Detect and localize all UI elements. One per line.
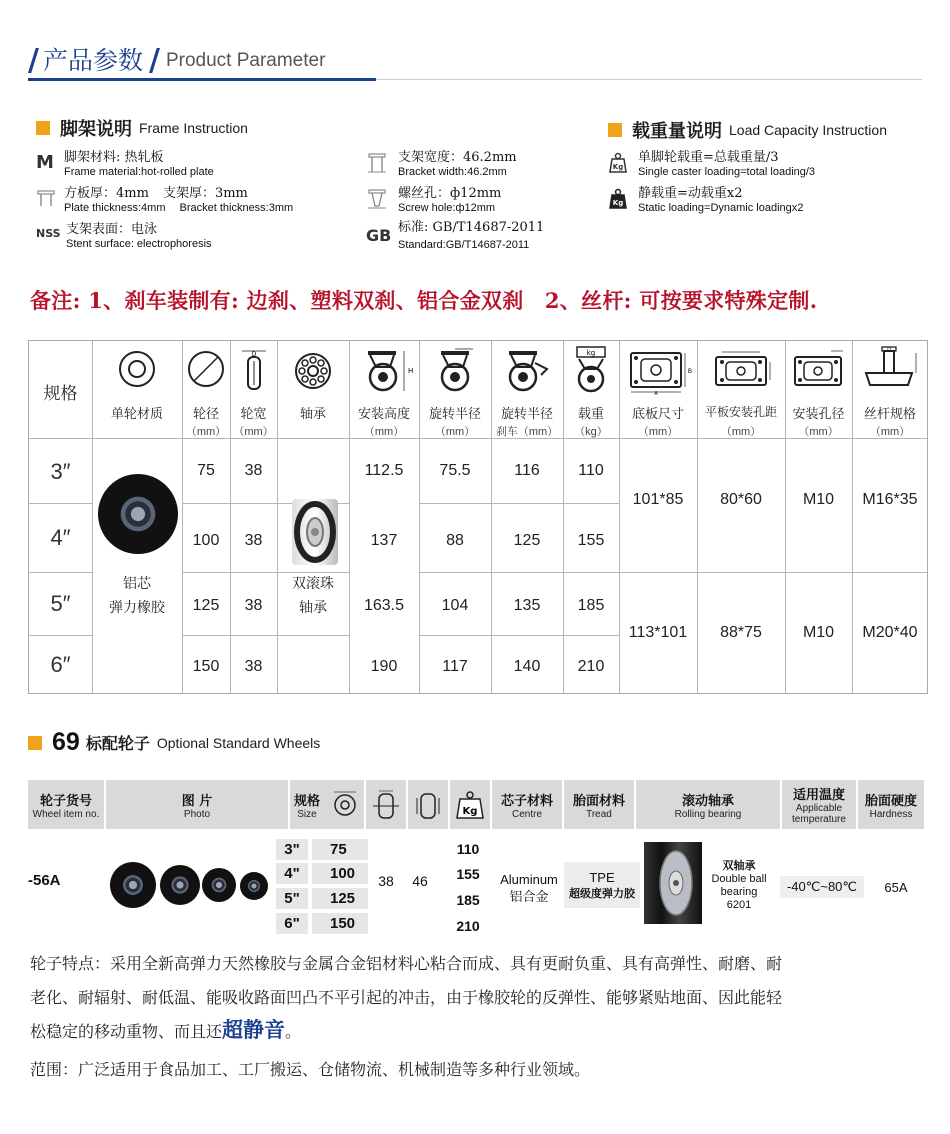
svg-text:Kg: Kg <box>462 805 478 817</box>
frame-spec-material <box>36 150 214 179</box>
caster-spec-table <box>28 340 928 694</box>
unit-mm: （mm） <box>363 426 405 438</box>
orange-square-icon <box>36 121 50 135</box>
diameter-value: 125 <box>192 597 220 614</box>
standard-title-cn: 标配轮子 <box>85 734 150 753</box>
svg-text:A: A <box>654 391 658 397</box>
header-underline <box>28 78 376 81</box>
header-diameter: 轮径 <box>192 406 219 421</box>
size-6: 6″ <box>50 652 71 677</box>
feature-line-1: 轮子特点：采用全新高弹力天然橡胶与金属合金铝材料心粘合而成、具有更耐负重、具有高弹性、耐磨、耐 <box>30 954 783 973</box>
brake-note: 备注: 1、刹车装制有: 边刹、塑料双刹、铝合金双刹 2、丝杆: 可按要求特殊定制. <box>30 288 818 313</box>
header-radius-brake: 旋转半径 <box>500 406 553 421</box>
height-value: 112.5 <box>364 462 404 479</box>
unit-mm: （mm） <box>233 426 274 438</box>
bearing-photo <box>292 499 338 565</box>
wheel-load: 185 <box>456 892 480 908</box>
bearing-icon <box>277 351 349 396</box>
header-plate: 底板尺寸 <box>631 406 684 421</box>
wheel-diameter: 125 <box>312 888 368 909</box>
hole-distance-icon <box>697 349 785 394</box>
diameter-value: 100 <box>192 532 220 549</box>
header-radius: 旋转半径 <box>428 406 481 421</box>
material-label: 铝芯 弹力橡胶 <box>109 575 165 615</box>
col-bracket-icon <box>408 780 448 829</box>
tread-material: TPE 超级度弹力胶 <box>564 862 640 908</box>
bracket-icon <box>366 150 398 178</box>
rubber-wheel-photo <box>98 474 178 554</box>
spec-en: Stent surface: electrophoresis <box>66 238 212 250</box>
frame-title-cn: 脚架说明 <box>60 119 132 140</box>
plate-size-icon <box>619 349 697 400</box>
scope-line: 范围：广泛适用于食品加工、工厂搬运、仓储物流、机械制造等多种行业领域。 <box>30 1060 591 1079</box>
spec-en: Plate thickness:4mm <box>64 202 166 214</box>
unit-mm: （mm） <box>637 426 679 438</box>
unit-mm: （mm） <box>185 426 227 438</box>
radius-value: 88 <box>446 532 464 549</box>
wheel-diameter: 75 <box>312 839 368 860</box>
feature-line-2: 老化、耐辐射、耐低温、能吸收路面凹凸不平引起的冲击，由于橡胶轮的反弹性、能够紧贴地面、因此能轻 <box>30 988 783 1007</box>
wheel-diameter: 100 <box>312 863 368 884</box>
width-value: 38 <box>244 532 263 549</box>
col-bearing: 滚动轴承 Rolling bearing <box>674 793 742 820</box>
wheel-load: 155 <box>456 866 480 882</box>
wheel-size: 4" <box>276 863 308 884</box>
col-tread: 胎面材料 Tread <box>572 793 625 820</box>
slash-mark: / <box>148 43 160 78</box>
svg-text:Kg: Kg <box>612 199 624 207</box>
header-width: 轮宽 <box>240 406 267 421</box>
width-value: 38 <box>244 658 263 675</box>
unit-mm: （mm） <box>869 426 911 438</box>
frame-title-en: Frame Instruction <box>139 120 248 136</box>
standard-title-en: Optional Standard Wheels <box>156 734 321 751</box>
radius-brake-value: 140 <box>513 658 541 675</box>
load-spec-static <box>608 186 803 215</box>
spec-cn: 支架厚：3mm <box>162 186 248 201</box>
col-temperature: 适用温度 Applicable temperature <box>792 788 846 825</box>
bearing-spec: 双轴承 Double ball bearing 6201 <box>711 860 767 911</box>
wheel-load: 210 <box>456 918 480 934</box>
radius-value: 117 <box>442 658 468 675</box>
load-value: 155 <box>577 532 605 549</box>
series-number: 69 <box>52 728 80 756</box>
spec-en: Bracket width:46.2mm <box>398 166 507 178</box>
nss-icon: NSS <box>36 227 61 240</box>
radius-brake-value: 125 <box>513 532 541 549</box>
header-size: 规格 <box>43 384 78 403</box>
frame-spec-screw <box>366 186 501 215</box>
height-value: 163.5 <box>363 597 405 614</box>
brake-radius-icon <box>491 347 563 400</box>
width-value: 38 <box>244 597 263 614</box>
wheel-load: 110 <box>456 841 480 857</box>
svg-text:Kg: Kg <box>612 163 624 171</box>
load-section-head <box>608 117 887 143</box>
svg-text:B: B <box>688 369 693 375</box>
wheel-photo-5 <box>160 865 200 905</box>
svg-text:D: D <box>251 351 256 358</box>
spec-cn: 方板厚：4mm <box>64 186 149 201</box>
width-icon <box>230 347 277 396</box>
size-4: 4″ <box>50 525 71 550</box>
hole-distance-value: 88*75 <box>720 624 762 641</box>
kg-weight-icon <box>608 150 638 178</box>
centre-material: Aluminum 铝合金 <box>500 872 558 904</box>
wheel-table-header <box>28 780 924 829</box>
load-value: 110 <box>578 462 604 479</box>
load-value: 185 <box>577 597 605 614</box>
diameter-value: 75 <box>197 462 215 479</box>
radius-brake-value: 135 <box>513 597 541 614</box>
col-photo: 图 片 Photo <box>181 793 213 820</box>
width-value: 38 <box>244 462 263 479</box>
wheel-photo-4 <box>202 868 236 902</box>
size-5: 5″ <box>50 591 71 616</box>
material-icon: M <box>36 152 54 173</box>
hole-distance-value: 80*60 <box>720 491 762 508</box>
orange-square-icon <box>28 736 42 750</box>
spec-cn: 螺丝孔：ф12mm <box>398 186 502 201</box>
spec-cn: 脚架材料: 热轧板 <box>64 150 164 165</box>
wheel-diameter: 150 <box>312 913 368 934</box>
col-centre: 芯子材料 Centre <box>500 793 553 820</box>
gb-icon: GB <box>366 226 392 245</box>
height-value: 137 <box>370 532 398 549</box>
frame-spec-width <box>366 150 517 179</box>
unit-kg: （kg） <box>574 426 608 438</box>
radius-brake-value: 116 <box>514 462 540 479</box>
header-bearing: 轴承 <box>299 406 326 421</box>
unit-mm: （mm） <box>720 426 762 438</box>
plate-size-value: 101*85 <box>632 491 684 508</box>
load-spec-single <box>608 150 815 179</box>
spec-en: Standard:GB/T14687-2011 <box>398 239 530 251</box>
standard-wheels-head <box>28 728 320 757</box>
screw-value: M16*35 <box>862 491 918 508</box>
diameter-icon <box>182 349 230 394</box>
bracket-width: 46 <box>412 873 428 889</box>
header-material: 单轮材质 <box>110 406 163 421</box>
col-size: 规格 Size <box>293 793 320 820</box>
unit-mm: 刹车（mm） <box>495 426 559 438</box>
load-title-en: Load Capacity Instruction <box>729 122 887 138</box>
radius-value: 75.5 <box>439 462 471 479</box>
unit-mm: （mm） <box>798 426 839 438</box>
slash-mark: / <box>28 43 39 78</box>
header-load: 载重 <box>577 406 604 421</box>
hole-value: M10 <box>802 491 835 508</box>
col-diameter-icon <box>326 780 364 829</box>
spec-cn: 支架宽度：46.2mm <box>398 150 517 165</box>
frame-spec-surface <box>36 222 212 251</box>
wheel-size: 6" <box>276 913 308 934</box>
svg-text:kg: kg <box>586 349 596 357</box>
wheel-width: 38 <box>378 873 394 889</box>
hardness-value: 65A <box>868 876 924 898</box>
load-value: 210 <box>577 658 605 675</box>
caster-height-icon <box>349 347 419 400</box>
temperature-range: -40℃~80℃ <box>780 876 864 898</box>
header-height: 安装高度 <box>357 406 410 421</box>
spec-en: Bracket thickness:3mm <box>179 202 294 214</box>
spec-en: Frame material:hot-rolled plate <box>64 166 214 178</box>
header-hole: 安装孔径 <box>792 406 845 421</box>
col-hardness: 胎面硬度 Hardness <box>864 793 917 820</box>
swivel-radius-icon <box>419 347 491 400</box>
wheel-size: 5" <box>276 888 308 909</box>
frame-section-head <box>36 115 248 141</box>
wheel-photo-6 <box>110 862 156 908</box>
col-load-icon <box>450 780 490 829</box>
bearing-wheel-photo <box>644 842 702 924</box>
unit-mm: （mm） <box>434 426 476 438</box>
col-width-icon <box>366 780 406 829</box>
spec-en: Screw hole:ф12mm <box>398 202 496 214</box>
load-weight-icon <box>563 345 619 400</box>
silent-highlight: 超静音 <box>222 1018 286 1042</box>
screw-stem-icon <box>852 345 928 398</box>
header-hole-distance: 平板安装孔距 <box>704 405 777 419</box>
frame-spec-thickness <box>36 186 293 215</box>
header-divider <box>376 79 922 80</box>
plate-size-value: 113*101 <box>628 624 688 641</box>
screw-icon <box>366 186 398 214</box>
spec-cn: 支架表面：电泳 <box>66 222 158 237</box>
bearing-label: 双滚珠 轴承 <box>292 575 334 615</box>
plate-icon <box>36 186 64 212</box>
page-header <box>28 34 325 78</box>
wheel-item-no: -56A <box>28 872 61 889</box>
spec-en: Static loading=Dynamic loadingx2 <box>638 202 804 214</box>
size-3: 3″ <box>50 459 71 484</box>
page-title-en: Product Parameter <box>165 50 326 71</box>
frame-spec-standard <box>366 220 544 252</box>
spec-cn: 静载重=动载重x2 <box>638 186 743 201</box>
spec-cn: 标准: GB/T14687-2011 <box>398 220 545 235</box>
orange-square-icon <box>608 123 622 137</box>
page-title-cn: 产品参数 <box>42 46 143 75</box>
svg-text:D: D <box>887 347 891 353</box>
hole-value: M10 <box>802 624 835 641</box>
radius-value: 104 <box>441 597 469 614</box>
hole-diameter-icon <box>785 349 852 394</box>
load-title-cn: 载重量说明 <box>632 121 722 142</box>
spec-en: Single caster loading=total loading/3 <box>638 166 816 178</box>
spec-cn: 单脚轮载重=总载重量/3 <box>638 150 779 165</box>
wheel-photo-3 <box>240 872 268 900</box>
diameter-value: 150 <box>192 658 220 675</box>
header-screw: 丝杆规格 <box>863 406 916 421</box>
svg-text:H: H <box>408 367 414 375</box>
kg-weight-icon <box>608 186 638 214</box>
feature-line-3: 松稳定的移动重物、而且还超静音。 <box>30 1018 302 1042</box>
height-value: 190 <box>370 658 398 675</box>
screw-value: M20*40 <box>862 624 918 641</box>
wheel-ring-icon <box>92 349 182 394</box>
wheel-size: 3" <box>276 839 308 860</box>
col-item-no: 轮子货号 Wheel item no. <box>32 793 100 820</box>
